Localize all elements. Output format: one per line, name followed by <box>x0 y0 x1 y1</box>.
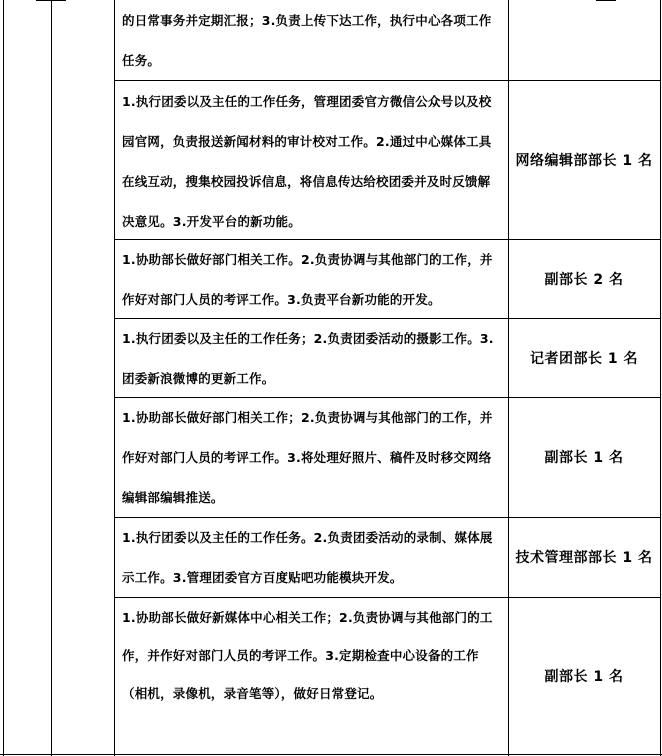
duty-cell: 的日常事务并定期汇报；3.负责上传下达工作，执行中心各项工作任务。 <box>122 13 492 68</box>
position-cell <box>508 0 660 80</box>
position-cell: 技术管理部部长 1 名 <box>515 550 653 566</box>
duty-cell: 1.执行团委以及主任的工作任务，管理团委官方微信公众号以及校园官网，负责报送新闻材料的审计校对工作。2.通过中心媒体工具在线互动，搜集校园投诉信息，将信息传达给校团委并及时反馈解决意见。3.开发平台的新功能。 <box>122 94 492 229</box>
table-row <box>114 80 660 239</box>
duty-cell: 1.协助部长做好新媒体中心相关工作；2.负责协调与其他部门的工作，并作好对部门人员的考评工作。3.定期检查中心设备的工作（相机，录像机，录音笔等），做好日常登记。 <box>122 610 493 701</box>
duty-cell: 1.执行团委以及主任的工作任务。2.负责团委活动的录制、媒体展示工作。3.管理团委官方百度贴吧功能模块开发。 <box>122 530 493 585</box>
position-cell: 记者团部长 1 名 <box>530 350 638 367</box>
position-cell: 网络编辑部部长 1 名 <box>515 152 653 169</box>
table-row <box>114 517 660 597</box>
table-row <box>114 239 660 318</box>
table-row <box>114 397 660 517</box>
position-cell: 副部长 1 名 <box>544 668 624 685</box>
position-cell: 副部长 2 名 <box>544 271 624 288</box>
duty-cell: 1.执行团委以及主任的工作任务；2.负责团委活动的摄影工作。3.团委新浪微博的更新工作。 <box>122 331 494 386</box>
table-column-divider <box>51 0 52 756</box>
table-row <box>114 318 660 397</box>
table-top-stub <box>36 0 66 1</box>
table-bottom-border <box>0 754 662 755</box>
position-cell: 副部长 1 名 <box>544 450 624 466</box>
table-row <box>114 0 660 80</box>
table-border-right <box>660 0 661 756</box>
table-row <box>114 597 660 754</box>
duty-cell: 1.协助部长做好部门相关工作；2.负责协调与其他部门的工作，并作好对部门人员的考评工作。3.将处理好照片、稿件及时移交网络编辑部编辑推送。 <box>122 410 493 505</box>
duty-cell: 1.协助部长做好部门相关工作。2.负责协调与其他部门的工作，并作好对部门人员的考评工作。3.负责平台新功能的开发。 <box>122 252 493 307</box>
table-border-left <box>3 0 4 756</box>
